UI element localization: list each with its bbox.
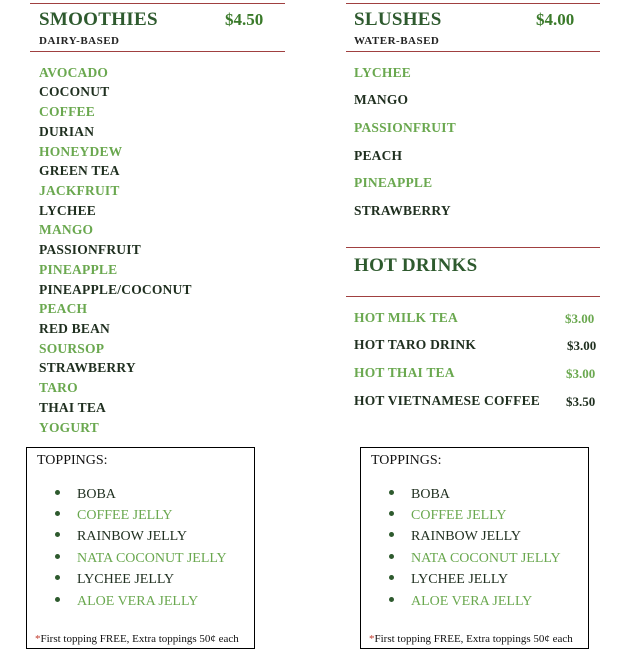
smoothie-item: RED BEAN bbox=[39, 321, 110, 336]
slushes-price: $4.00 bbox=[536, 10, 575, 29]
hot-drink-name: HOT VIETNAMESE COFFEE bbox=[354, 393, 540, 408]
topping-item bbox=[389, 529, 521, 545]
toppings-title: TOPPINGS: bbox=[371, 453, 442, 468]
slushes-bottom-rule bbox=[346, 51, 600, 52]
topping-label: BOBA bbox=[411, 487, 450, 502]
smoothie-item: JACKFRUIT bbox=[39, 183, 120, 198]
smoothies-bottom-rule bbox=[30, 51, 285, 52]
topping-item bbox=[55, 487, 116, 503]
topping-item bbox=[389, 572, 508, 588]
toppings-note bbox=[35, 633, 239, 645]
smoothie-item: LYCHEE bbox=[39, 203, 96, 218]
toppings-box-left bbox=[26, 447, 255, 649]
smoothies-subtitle: DAIRY-BASED bbox=[39, 35, 120, 47]
smoothie-item: YOGURT bbox=[39, 420, 99, 435]
topping-item bbox=[389, 508, 506, 524]
hot-drink-price: $3.50 bbox=[566, 394, 596, 409]
toppings-title: TOPPINGS: bbox=[37, 453, 108, 468]
bullet-icon bbox=[55, 554, 60, 559]
smoothie-item: COCONUT bbox=[39, 84, 110, 99]
hot-drinks-title: HOT DRINKS bbox=[354, 255, 478, 276]
smoothie-item: GREEN TEA bbox=[39, 163, 120, 178]
smoothies-title: SMOOTHIES bbox=[39, 9, 158, 30]
topping-label: NATA COCONUT JELLY bbox=[77, 551, 227, 566]
topping-label: RAINBOW JELLY bbox=[411, 529, 521, 544]
hot-drink-price: $3.00 bbox=[567, 338, 597, 353]
slushes-top-rule bbox=[346, 3, 600, 4]
bullet-icon bbox=[55, 511, 60, 516]
topping-item bbox=[55, 572, 174, 588]
bullet-icon bbox=[55, 490, 60, 495]
smoothie-item: THAI TEA bbox=[39, 400, 106, 415]
topping-label: LYCHEE JELLY bbox=[411, 572, 509, 587]
slush-item: LYCHEE bbox=[354, 65, 411, 80]
slush-item: PINEAPPLE bbox=[354, 175, 433, 190]
topping-label: NATA COCONUT JELLY bbox=[411, 551, 561, 566]
hot-drink-price: $3.00 bbox=[565, 311, 595, 326]
topping-item bbox=[389, 551, 561, 567]
topping-label: ALOE VERA JELLY bbox=[77, 594, 199, 609]
smoothie-item: HONEYDEW bbox=[39, 144, 123, 159]
smoothie-item: SOURSOP bbox=[39, 341, 105, 356]
topping-item bbox=[55, 551, 227, 567]
hot-drinks-bottom-rule bbox=[346, 296, 600, 297]
smoothies-top-rule bbox=[30, 3, 285, 4]
smoothie-item: PASSIONFRUIT bbox=[39, 242, 141, 257]
hot-drink-name: HOT TARO DRINK bbox=[354, 337, 477, 352]
hot-drink-price: $3.00 bbox=[566, 366, 596, 381]
note-star: * bbox=[35, 633, 41, 645]
smoothie-item: DURIAN bbox=[39, 124, 95, 139]
bullet-icon bbox=[389, 575, 394, 580]
smoothies-price: $4.50 bbox=[225, 10, 264, 29]
note-star: * bbox=[369, 633, 375, 645]
slush-item: PASSIONFRUIT bbox=[354, 120, 456, 135]
bullet-icon bbox=[389, 532, 394, 537]
topping-item bbox=[55, 508, 172, 524]
hot-drinks-top-rule bbox=[346, 247, 600, 248]
slushes-title: SLUSHES bbox=[354, 9, 442, 30]
topping-label: RAINBOW JELLY bbox=[77, 529, 187, 544]
smoothie-item: AVOCADO bbox=[39, 65, 109, 80]
smoothie-item: PEACH bbox=[39, 301, 88, 316]
topping-item bbox=[55, 529, 187, 545]
smoothie-item: MANGO bbox=[39, 222, 94, 237]
topping-item bbox=[389, 487, 450, 503]
smoothie-item: TARO bbox=[39, 380, 78, 395]
hot-drink-name: HOT MILK TEA bbox=[354, 310, 458, 325]
topping-label: BOBA bbox=[77, 487, 116, 502]
smoothie-item: PINEAPPLE bbox=[39, 262, 118, 277]
bullet-icon bbox=[389, 490, 394, 495]
toppings-note bbox=[369, 633, 573, 645]
topping-item bbox=[55, 594, 198, 610]
topping-label: ALOE VERA JELLY bbox=[411, 594, 533, 609]
bullet-icon bbox=[389, 554, 394, 559]
slush-item: STRAWBERRY bbox=[354, 203, 451, 218]
topping-item bbox=[389, 594, 532, 610]
bullet-icon bbox=[55, 597, 60, 602]
topping-label: COFFEE JELLY bbox=[77, 508, 173, 523]
bullet-icon bbox=[55, 575, 60, 580]
note-text: First topping FREE, Extra toppings 50¢ each bbox=[40, 633, 239, 645]
toppings-box-right bbox=[360, 447, 589, 649]
note-text: First topping FREE, Extra toppings 50¢ each bbox=[374, 633, 573, 645]
bullet-icon bbox=[389, 597, 394, 602]
smoothie-item: STRAWBERRY bbox=[39, 360, 136, 375]
bullet-icon bbox=[389, 511, 394, 516]
topping-label: COFFEE JELLY bbox=[411, 508, 507, 523]
bullet-icon bbox=[55, 532, 60, 537]
slush-item: PEACH bbox=[354, 148, 403, 163]
slushes-subtitle: WATER-BASED bbox=[354, 35, 440, 47]
smoothie-item: PINEAPPLE/COCONUT bbox=[39, 282, 192, 297]
smoothie-item: COFFEE bbox=[39, 104, 95, 119]
hot-drink-name: HOT THAI TEA bbox=[354, 365, 455, 380]
topping-label: LYCHEE JELLY bbox=[77, 572, 175, 587]
slush-item: MANGO bbox=[354, 92, 409, 107]
